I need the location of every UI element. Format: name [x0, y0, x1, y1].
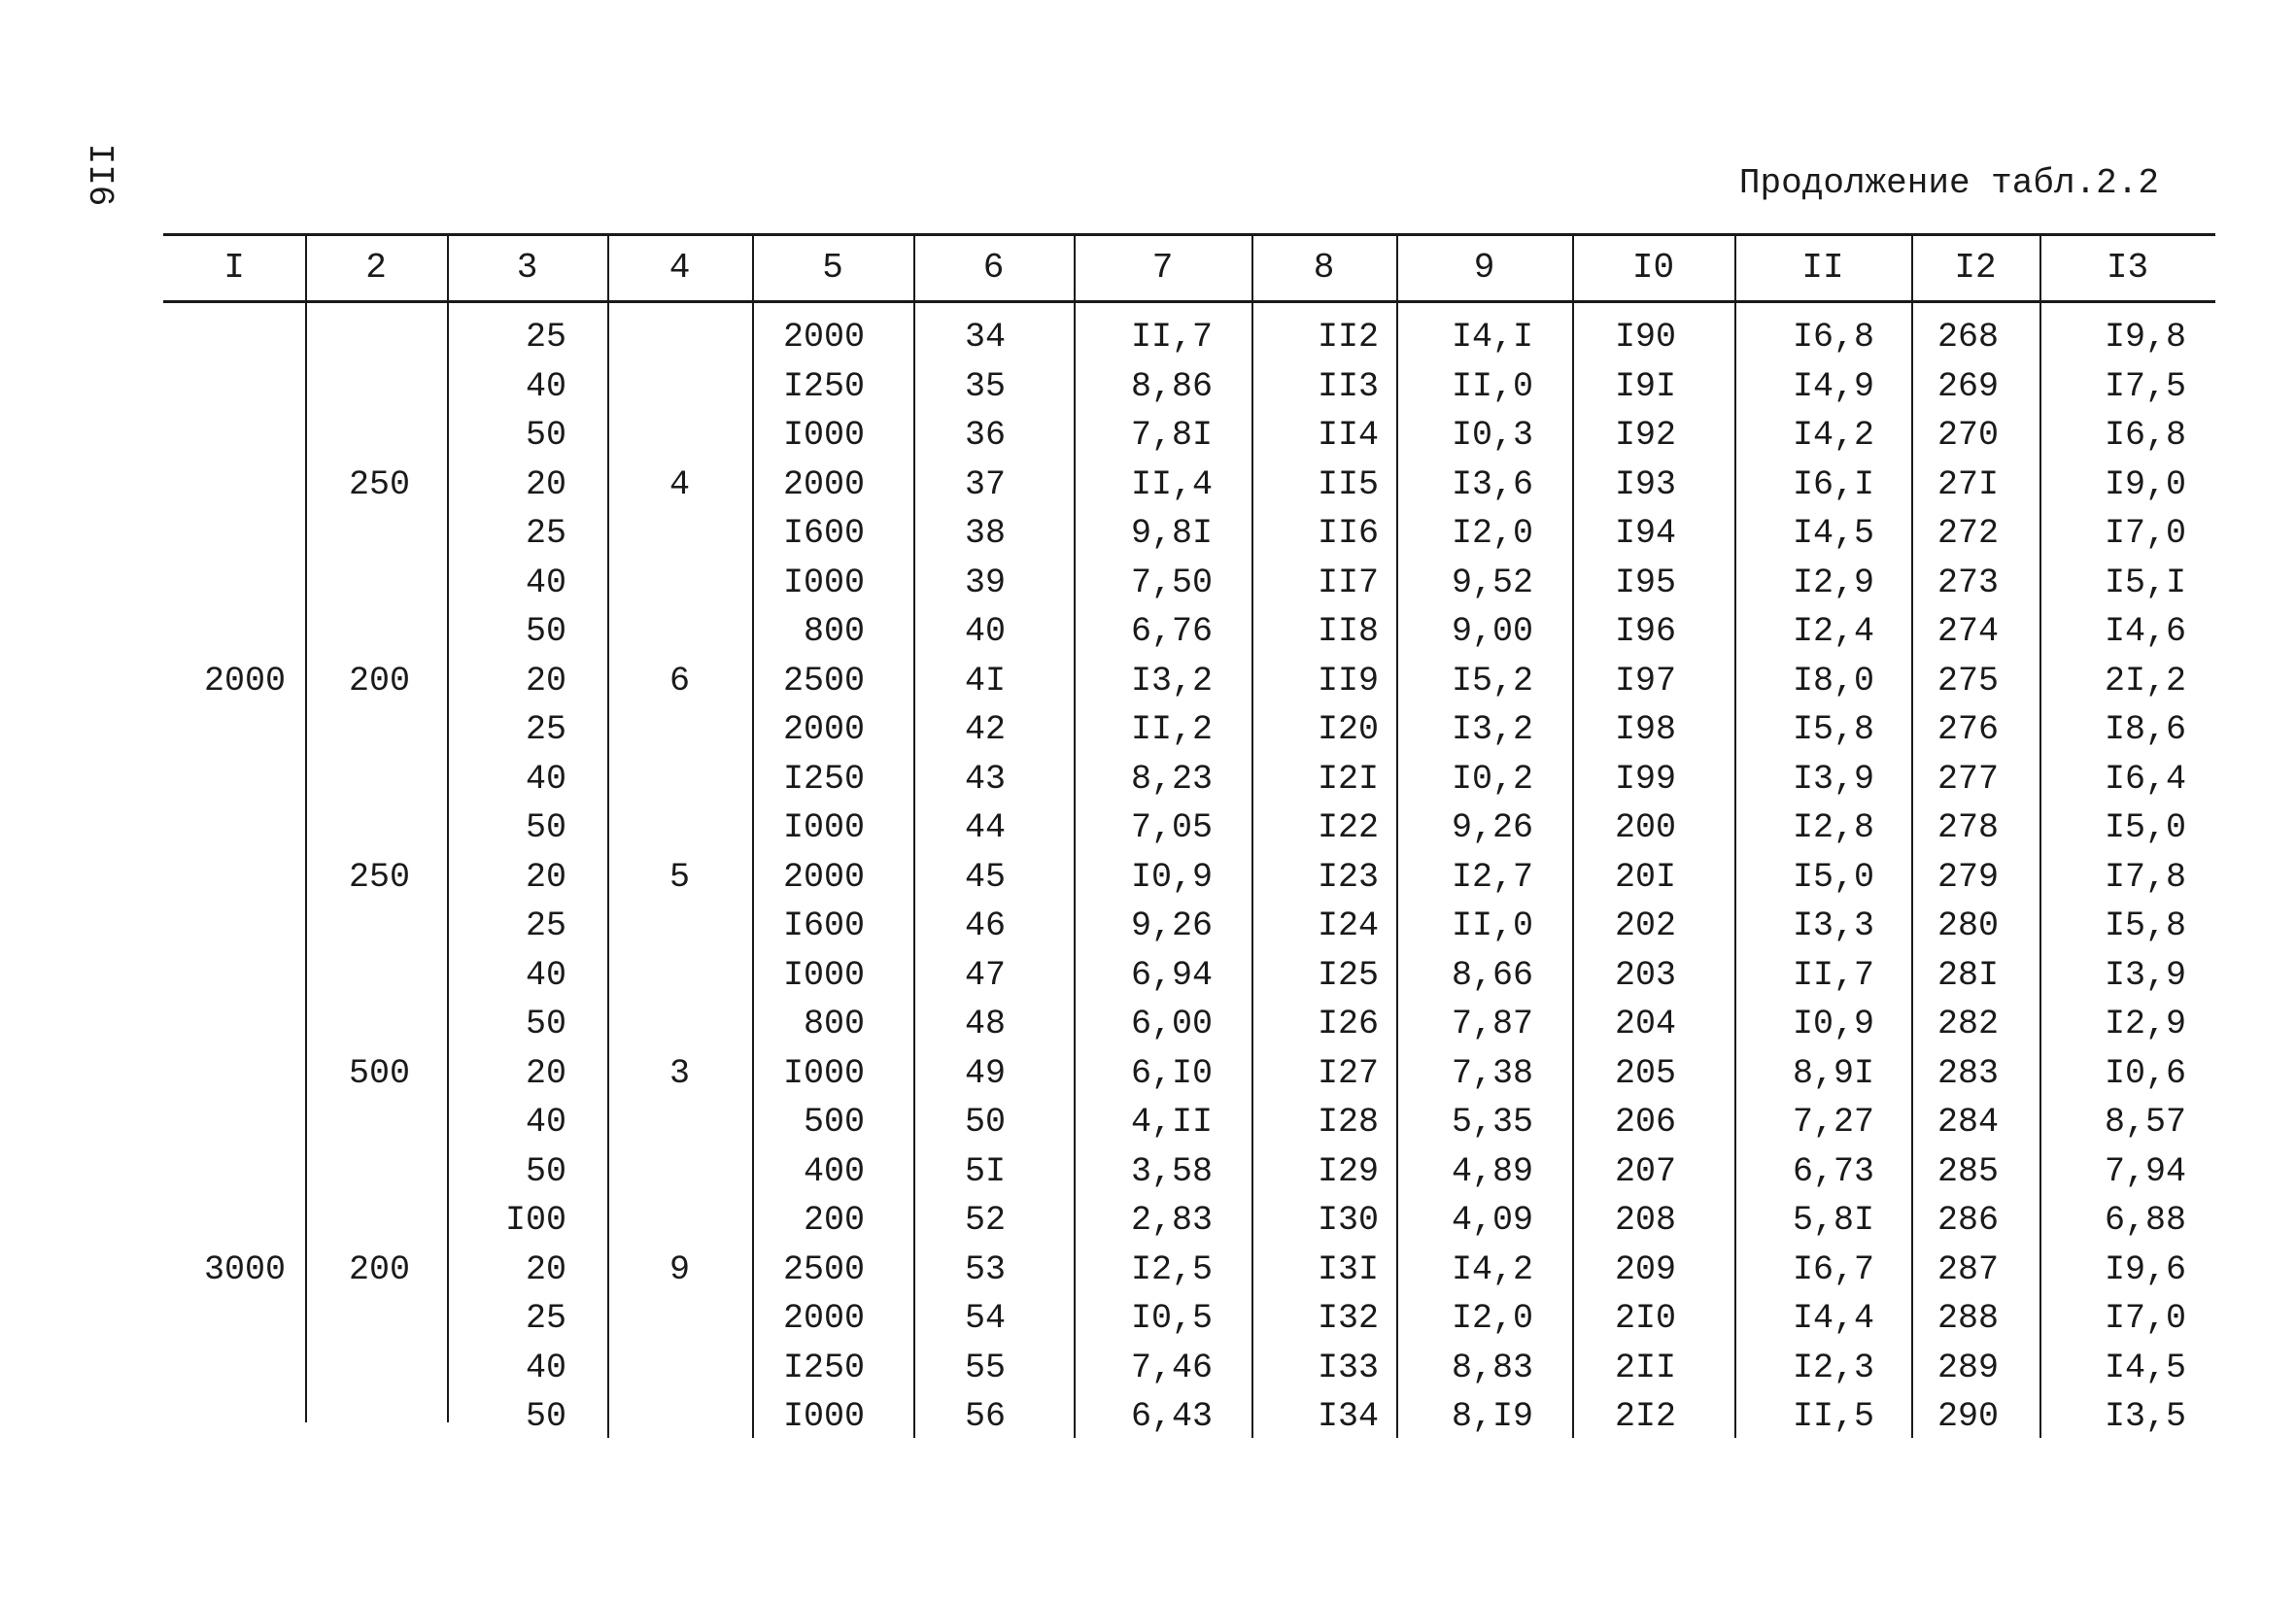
- table-cell: 40: [525, 1348, 566, 1387]
- table-cell: I000: [782, 1053, 865, 1093]
- table-cell: 9,00: [1451, 612, 1533, 651]
- table-cell: 20: [525, 1053, 566, 1093]
- table-cell: 3: [668, 1053, 690, 1093]
- table-cell: 42: [964, 710, 1006, 749]
- table-cell: 52: [964, 1201, 1006, 1240]
- table-cell: I000: [782, 563, 865, 602]
- table-cell: 286: [1936, 1201, 1999, 1240]
- table-cell: 208: [1614, 1201, 1676, 1240]
- table-cell: 287: [1936, 1249, 1999, 1289]
- table-cell: I0,3: [1451, 416, 1533, 455]
- table-cell: 2000: [782, 318, 865, 357]
- table-cell: I34: [1317, 1397, 1379, 1436]
- table-cell: I7,0: [2104, 514, 2186, 553]
- table-cell: 2000: [203, 661, 286, 700]
- table-cell: I00: [504, 1201, 566, 1240]
- table-cell: 400: [803, 1151, 865, 1191]
- table-cell: 6,00: [1130, 1005, 1213, 1043]
- table-cell: 25: [525, 318, 566, 357]
- table-cell: 47: [964, 955, 1006, 995]
- table-cell: 272: [1936, 514, 1999, 553]
- table-cell: 200: [348, 1249, 410, 1289]
- table-cell: 9,26: [1130, 906, 1213, 945]
- table-cell: II5: [1317, 464, 1379, 504]
- table-cell: I30: [1317, 1201, 1379, 1240]
- table-cell: I5,2: [1451, 661, 1533, 700]
- table-cell: I9,6: [2104, 1249, 2186, 1289]
- table-cell: I0,2: [1451, 759, 1533, 799]
- table-cell: 2I0: [1614, 1299, 1676, 1338]
- table-cell: 280: [1936, 906, 1999, 945]
- table-cell: 9: [668, 1249, 690, 1289]
- table-cell: 6,43: [1130, 1397, 1213, 1436]
- table-cell: 4,09: [1451, 1201, 1533, 1240]
- table-cell: I6,4: [2104, 759, 2186, 799]
- table-cell: 44: [964, 808, 1006, 847]
- table-cell: 8,I9: [1451, 1397, 1533, 1436]
- table-cell: I4,6: [2104, 612, 2186, 651]
- table-cell: 6,88: [2104, 1201, 2186, 1240]
- table-cell: 7,46: [1130, 1348, 1213, 1387]
- table-cell: 55: [964, 1348, 1006, 1387]
- table-cell: 40: [964, 612, 1006, 651]
- table-cell: I250: [782, 759, 865, 799]
- column-header: 6: [982, 248, 1005, 288]
- table-cell: 8,86: [1130, 366, 1213, 406]
- column-header: 5: [822, 248, 843, 288]
- table-cell: 282: [1936, 1005, 1999, 1043]
- table-cell: 250: [348, 464, 410, 504]
- column-rule: [305, 233, 307, 1422]
- table-cell: I32: [1317, 1299, 1379, 1338]
- table-cell: 3000: [203, 1249, 286, 1289]
- table-cell: 39: [964, 563, 1006, 602]
- table-cell: I000: [782, 1397, 865, 1436]
- table-cell: 53: [964, 1249, 1006, 1289]
- table-cell: 25: [525, 906, 566, 945]
- table-cell: I9I: [1614, 366, 1676, 406]
- table-cell: II,7: [1792, 955, 1874, 995]
- table-caption: Продолжение табл.2.2: [1738, 163, 2159, 203]
- table-cell: 25: [525, 1299, 566, 1338]
- table-cell: I2,4: [1792, 612, 1874, 651]
- table-cell: 500: [348, 1053, 410, 1093]
- column-header: II: [1801, 248, 1844, 288]
- table-cell: I95: [1614, 563, 1676, 602]
- table-cell: I29: [1317, 1151, 1379, 1191]
- table-cell: I22: [1317, 808, 1379, 847]
- table-cell: 277: [1936, 759, 1999, 799]
- table-cell: I2,8: [1792, 808, 1874, 847]
- table-cell: 270: [1936, 416, 1999, 455]
- table-cell: I4,2: [1451, 1249, 1533, 1289]
- table-cell: 275: [1936, 661, 1999, 700]
- table-cell: 3,58: [1130, 1151, 1213, 1191]
- table-cell: I3,6: [1451, 464, 1533, 504]
- table-cell: 2I,2: [2104, 661, 2186, 700]
- table-cell: I0,6: [2104, 1053, 2186, 1093]
- table-cell: I6,8: [1792, 318, 1874, 357]
- table-cell: II9: [1317, 661, 1379, 700]
- table-cell: 200: [803, 1201, 865, 1240]
- table-cell: I2,3: [1792, 1348, 1874, 1387]
- table-cell: I3,9: [2104, 955, 2186, 995]
- table-cell: I5,8: [2104, 906, 2186, 945]
- table-cell: 8,66: [1451, 955, 1533, 995]
- table-cell: 46: [964, 906, 1006, 945]
- table-cell: 34: [964, 318, 1006, 357]
- table-cell: 35: [964, 366, 1006, 406]
- table-cell: 9,8I: [1130, 514, 1213, 553]
- table-cell: I3,3: [1792, 906, 1874, 945]
- table-cell: 25: [525, 514, 566, 553]
- table-cell: 20: [525, 857, 566, 897]
- table-cell: 4,II: [1130, 1103, 1213, 1142]
- table-cell: 288: [1936, 1299, 1999, 1338]
- table-cell: 48: [964, 1005, 1006, 1043]
- column-header: I0: [1631, 248, 1675, 288]
- table-cell: I24: [1317, 906, 1379, 945]
- table-cell: 28I: [1936, 955, 1999, 995]
- table-cell: 2I2: [1614, 1397, 1676, 1436]
- table-cell: I6,7: [1792, 1249, 1874, 1289]
- table-cell: 7,8I: [1130, 416, 1213, 455]
- table-cell: I93: [1614, 464, 1676, 504]
- table-cell: I7,0: [2104, 1299, 2186, 1338]
- table-cell: I4,9: [1792, 366, 1874, 406]
- table-cell: 7,94: [2104, 1151, 2186, 1191]
- table-cell: I9,0: [2104, 464, 2186, 504]
- table-cell: I5,8: [1792, 710, 1874, 749]
- table-cell: 49: [964, 1053, 1006, 1093]
- table-cell: 36: [964, 416, 1006, 455]
- table-cell: 7,50: [1130, 563, 1213, 602]
- table-cell: I2,5: [1130, 1249, 1213, 1289]
- table-cell: I9,8: [2104, 318, 2186, 357]
- table-cell: 6,73: [1792, 1151, 1874, 1191]
- table-cell: I97: [1614, 661, 1676, 700]
- table-cell: 50: [525, 1151, 566, 1191]
- table-cell: 9,26: [1451, 808, 1533, 847]
- table-cell: I94: [1614, 514, 1676, 553]
- column-header: 7: [1151, 248, 1174, 288]
- table-cell: 50: [525, 612, 566, 651]
- table-cell: I2,9: [2104, 1005, 2186, 1043]
- table-cell: 4I: [964, 661, 1006, 700]
- table-cell: 54: [964, 1299, 1006, 1338]
- table-cell: 5,35: [1451, 1103, 1533, 1142]
- table-cell: I7,5: [2104, 366, 2186, 406]
- table-cell: 20: [525, 1249, 566, 1289]
- column-header: 4: [668, 248, 691, 288]
- table-cell: I25: [1317, 955, 1379, 995]
- table-cell: I3,2: [1130, 661, 1213, 700]
- column-header: 2: [365, 248, 387, 288]
- table-cell: I99: [1614, 759, 1676, 799]
- table-cell: I33: [1317, 1348, 1379, 1387]
- table-cell: 8,83: [1451, 1348, 1533, 1387]
- table-cell: I2,0: [1451, 1299, 1533, 1338]
- table-cell: 40: [525, 1103, 566, 1142]
- table-cell: I5,I: [2104, 563, 2186, 602]
- table-cell: I0,9: [1130, 857, 1213, 897]
- table-cell: 274: [1936, 612, 1999, 651]
- table-cell: II6: [1317, 514, 1379, 553]
- table-cell: I8,6: [2104, 710, 2186, 749]
- table-cell: 37: [964, 464, 1006, 504]
- table-cell: 8,23: [1130, 759, 1213, 799]
- table-cell: 5: [668, 857, 690, 897]
- table-cell: 50: [525, 1005, 566, 1043]
- table-cell: 6,94: [1130, 955, 1213, 995]
- table-cell: 269: [1936, 366, 1999, 406]
- table-cell: I2I: [1317, 759, 1379, 799]
- table-cell: 6,I0: [1130, 1053, 1213, 1093]
- table-cell: 283: [1936, 1053, 1999, 1093]
- table-cell: 268: [1936, 318, 1999, 357]
- table-cell: I26: [1317, 1005, 1379, 1043]
- table-cell: II,2: [1130, 710, 1213, 749]
- table-cell: 7,38: [1451, 1053, 1533, 1093]
- table-cell: I92: [1614, 416, 1676, 455]
- table-cell: 38: [964, 514, 1006, 553]
- table-cell: 7,27: [1792, 1103, 1874, 1142]
- table-cell: 8,57: [2104, 1103, 2186, 1142]
- table-cell: I5,0: [2104, 808, 2186, 847]
- table-cell: I0,9: [1792, 1005, 1874, 1043]
- table-cell: II,7: [1130, 318, 1213, 357]
- table-cell: 203: [1614, 955, 1676, 995]
- column-header: 8: [1313, 248, 1335, 288]
- table-cell: 4,89: [1451, 1151, 1533, 1191]
- table-cell: I3,2: [1451, 710, 1533, 749]
- table-cell: 27I: [1936, 464, 1999, 504]
- table-cell: II,0: [1451, 906, 1533, 945]
- page-number: II6: [80, 143, 120, 207]
- table-cell: 209: [1614, 1249, 1676, 1289]
- table-cell: II,5: [1792, 1397, 1874, 1436]
- table-cell: I98: [1614, 710, 1676, 749]
- table-cell: 50: [525, 808, 566, 847]
- table-cell: 202: [1614, 906, 1676, 945]
- table-cell: 6: [668, 661, 690, 700]
- table-cell: 20I: [1614, 857, 1676, 897]
- table-cell: 500: [803, 1103, 865, 1142]
- table-cell: I250: [782, 1348, 865, 1387]
- table-cell: 50: [964, 1103, 1006, 1142]
- table-cell: 7,05: [1130, 808, 1213, 847]
- table-cell: 285: [1936, 1151, 1999, 1191]
- table-cell: 800: [803, 1005, 865, 1043]
- table-cell: 4: [668, 464, 690, 504]
- table-cell: 2000: [782, 464, 865, 504]
- table-cell: 206: [1614, 1103, 1676, 1142]
- table-cell: 40: [525, 563, 566, 602]
- table-cell: I28: [1317, 1103, 1379, 1142]
- table-cell: 200: [1614, 808, 1676, 847]
- column-header: I: [223, 248, 245, 288]
- table-cell: 2000: [782, 857, 865, 897]
- table-cell: 207: [1614, 1151, 1676, 1191]
- table-cell: 40: [525, 955, 566, 995]
- table-cell: 276: [1936, 710, 1999, 749]
- table-cell: 5I: [964, 1151, 1006, 1191]
- table-header-rule: [163, 300, 2215, 303]
- table-cell: II4: [1317, 416, 1379, 455]
- table-cell: 250: [348, 857, 410, 897]
- table-cell: I7,8: [2104, 857, 2186, 897]
- table-cell: 40: [525, 366, 566, 406]
- table-cell: I4,2: [1792, 416, 1874, 455]
- table-cell: 284: [1936, 1103, 1999, 1142]
- table-cell: I4,5: [2104, 1348, 2186, 1387]
- table-cell: I3I: [1317, 1249, 1379, 1289]
- table-cell: I000: [782, 808, 865, 847]
- table-cell: I600: [782, 514, 865, 553]
- table-cell: 20: [525, 464, 566, 504]
- table-cell: 56: [964, 1397, 1006, 1436]
- table-cell: I27: [1317, 1053, 1379, 1093]
- table-cell: I000: [782, 955, 865, 995]
- table-cell: I4,5: [1792, 514, 1874, 553]
- table-cell: I3,5: [2104, 1397, 2186, 1436]
- table-cell: I96: [1614, 612, 1676, 651]
- column-header: I3: [2106, 248, 2149, 288]
- table-cell: I5,0: [1792, 857, 1874, 897]
- table-cell: I3,9: [1792, 759, 1874, 799]
- table-cell: I2,9: [1792, 563, 1874, 602]
- column-header: 9: [1473, 248, 1495, 288]
- table-cell: I250: [782, 366, 865, 406]
- table-cell: I90: [1614, 318, 1676, 357]
- table-cell: I8,0: [1792, 661, 1874, 700]
- table-cell: 200: [348, 661, 410, 700]
- column-header: 3: [516, 248, 538, 288]
- table-cell: 290: [1936, 1397, 1999, 1436]
- table-cell: 273: [1936, 563, 1999, 602]
- table-cell: 2000: [782, 1299, 865, 1338]
- table-cell: 6,76: [1130, 612, 1213, 651]
- table-cell: II7: [1317, 563, 1379, 602]
- table-cell: 2500: [782, 1249, 865, 1289]
- table-cell: 278: [1936, 808, 1999, 847]
- table-cell: 279: [1936, 857, 1999, 897]
- table-cell: I0,5: [1130, 1299, 1213, 1338]
- table-cell: I6,8: [2104, 416, 2186, 455]
- table-cell: 50: [525, 1397, 566, 1436]
- table-cell: 5,8I: [1792, 1201, 1874, 1240]
- table-cell: II2: [1317, 318, 1379, 357]
- table-cell: II8: [1317, 612, 1379, 651]
- table-cell: I2,7: [1451, 857, 1533, 897]
- table-cell: 2500: [782, 661, 865, 700]
- table-cell: I600: [782, 906, 865, 945]
- table-cell: I23: [1317, 857, 1379, 897]
- table-cell: 43: [964, 759, 1006, 799]
- table-cell: 50: [525, 416, 566, 455]
- table-cell: 45: [964, 857, 1006, 897]
- table-cell: I4,I: [1451, 318, 1533, 357]
- table-cell: I4,4: [1792, 1299, 1874, 1338]
- table-cell: 2000: [782, 710, 865, 749]
- table-cell: 20: [525, 661, 566, 700]
- data-table: [163, 233, 2215, 1442]
- table-cell: I6,I: [1792, 464, 1874, 504]
- table-cell: 2,83: [1130, 1201, 1213, 1240]
- table-cell: 205: [1614, 1053, 1676, 1093]
- table-cell: 40: [525, 759, 566, 799]
- table-cell: 7,87: [1451, 1005, 1533, 1043]
- table-cell: I2,0: [1451, 514, 1533, 553]
- table-cell: 8,9I: [1792, 1053, 1874, 1093]
- table-cell: 25: [525, 710, 566, 749]
- table-cell: 800: [803, 612, 865, 651]
- table-cell: I000: [782, 416, 865, 455]
- table-cell: II,4: [1130, 464, 1213, 504]
- table-cell: 289: [1936, 1348, 1999, 1387]
- table-cell: 2II: [1614, 1348, 1676, 1387]
- table-cell: II,0: [1451, 366, 1533, 406]
- column-header: I2: [1954, 248, 1997, 288]
- table-cell: II3: [1317, 366, 1379, 406]
- table-cell: 9,52: [1451, 563, 1533, 602]
- table-cell: I20: [1317, 710, 1379, 749]
- table-cell: 204: [1614, 1005, 1676, 1043]
